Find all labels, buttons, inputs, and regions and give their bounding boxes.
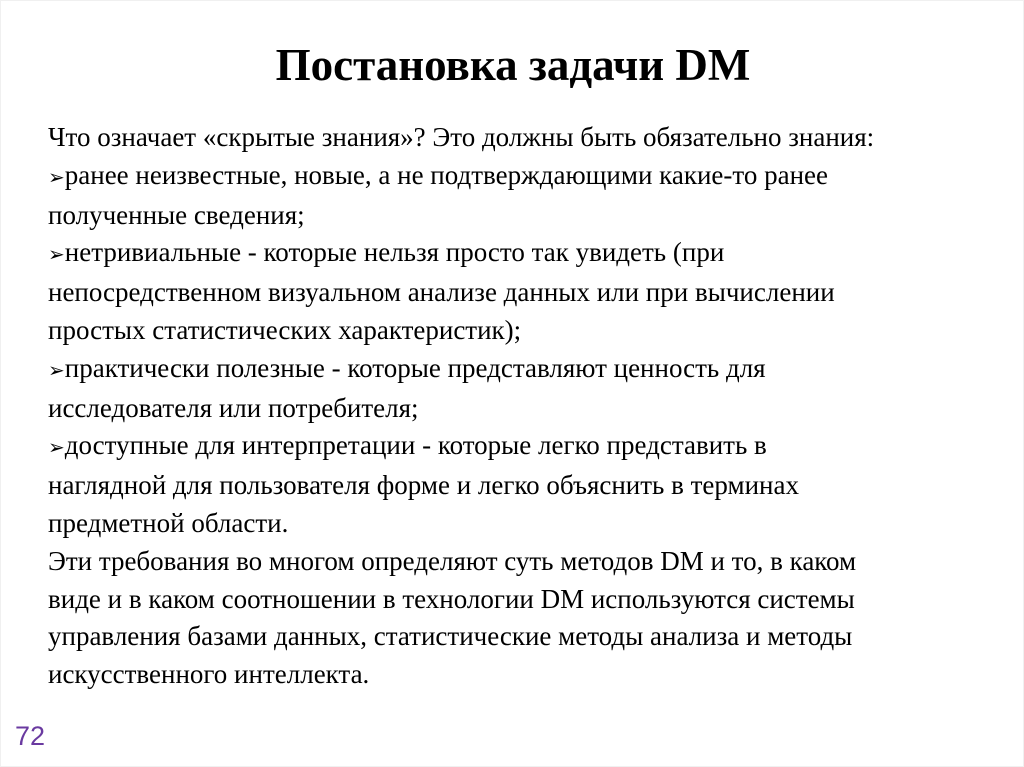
bullet-item [48,427,874,467]
arrow-bullet-icon: ➢ [48,357,65,382]
text-line [48,505,874,543]
bullet-item [48,157,874,197]
line-text: доступные для интерпретации - которые легко представить в [64,430,767,461]
text-line [48,656,874,694]
arrow-bullet-icon: ➢ [48,435,65,460]
bullet-item [48,350,874,390]
text-line [48,312,874,350]
line-text: практически полезные - которые представляют ценность для [64,352,766,383]
line-text: наглядной для пользователя форме и легко объяснить в терминах [48,470,799,501]
text-line [48,581,874,619]
text-line [48,197,874,235]
line-text: искусственного интеллекта. [48,659,370,690]
text-line [48,274,874,312]
arrow-bullet-icon: ➢ [48,164,65,189]
text-line [48,390,874,428]
text-line [48,467,874,505]
bullet-item [48,234,874,274]
page-number: 72 [15,721,46,751]
text-line [48,618,874,656]
text-line [48,119,874,157]
line-text: ранее неизвестные, новые, а не подтверждающими какие-то ранее [64,159,828,190]
line-text: непосредственном визуальном анализе данных или при вычислении [48,277,835,308]
line-text: предметной области. [48,507,289,538]
line-text: полученные сведения; [48,199,305,230]
text-line [48,543,874,581]
line-text: Что означает «скрытые знания»? Это должны быть обязательно знания: [48,122,875,152]
slide-title: Постановка задачи DM [275,40,751,90]
line-text: управления базами данных, статистические методы анализа и методы [48,621,853,652]
slide-body [48,119,874,694]
line-text: исследователя или потребителя; [48,392,419,423]
line-text: простых статистических характеристик); [48,314,522,345]
line-text: нетривиальные - которые нельзя просто так увидеть (при [64,237,725,268]
arrow-bullet-icon: ➢ [48,242,65,267]
line-text: виде и в каком соотношении в технологии DM используются системы [48,583,855,614]
line-text: Эти требования во многом определяют суть методов DM и то, в каком [48,545,857,576]
